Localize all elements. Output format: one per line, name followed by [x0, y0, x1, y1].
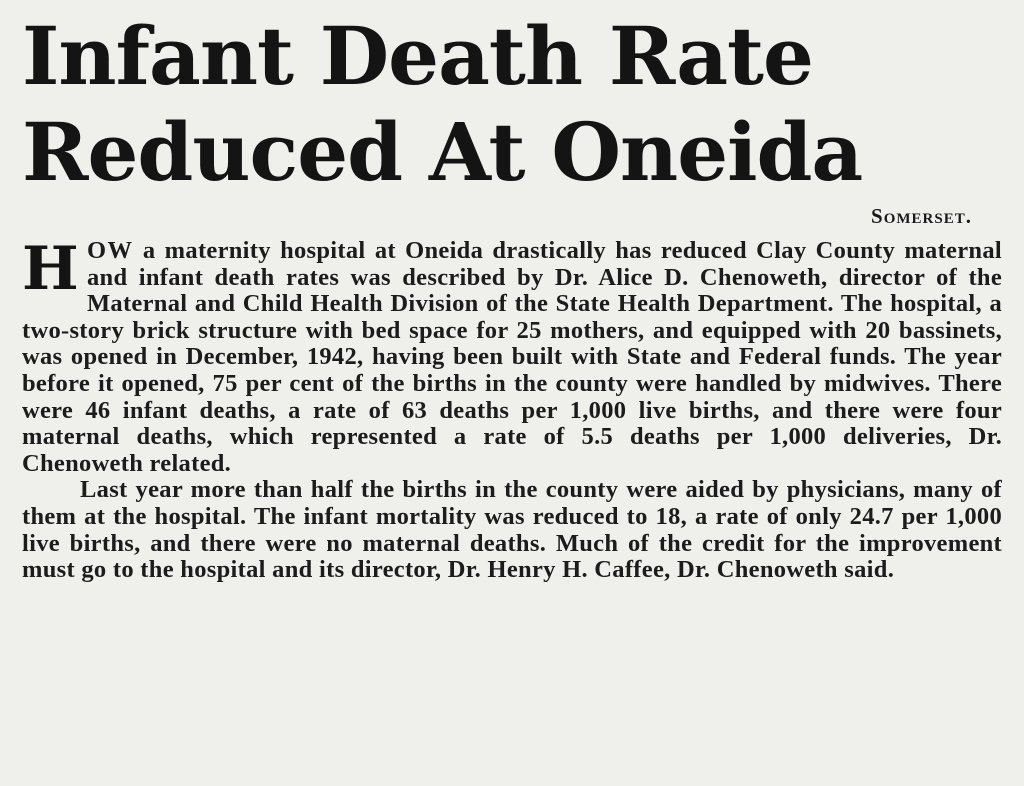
headline-line-1: Infant Death Rate [22, 9, 813, 103]
dateline: Somerset. [871, 204, 972, 228]
article-paragraph-1 [22, 234, 1002, 477]
headline [22, 8, 862, 200]
drop-cap: H [22, 234, 79, 304]
article-paragraph-2: Last year more than half the births in the county were aided by physicians, many of them at the hospital. The infant mortality was reduced to 18, a rate of only 24.7 per 1,000 live births, and there were no maternal deaths. Much of the credit for the improvement must go to the hospital and its director, Dr. Henry H. Caffee, Dr. Chenoweth said. [22, 476, 1002, 584]
lead-word: OW [87, 237, 134, 264]
article-body [22, 234, 1002, 584]
headline-line-2: Reduced At Oneida [22, 105, 863, 199]
paragraph-1-text: a maternity hospital at Oneida drastically has reduced Clay County maternal and infant death rates was described by Dr. Alice D. Chenoweth, director of the Maternal and Child Health Division of the State Health Department. The hospital, a two-story brick structure with bed space for 25 mothers, and equipped with 20 bassinets, was opened in December, 1942, having been built with State and Federal funds. The year before it opened, 75 per cent of the births in the county were handled by midwives. There were 46 infant deaths, a rate of 63 deaths per 1,000 live births, and there were four maternal deaths, which represented a rate of 5.5 deaths per 1,000 deliveries, Dr. Chenoweth related. [22, 237, 1002, 477]
